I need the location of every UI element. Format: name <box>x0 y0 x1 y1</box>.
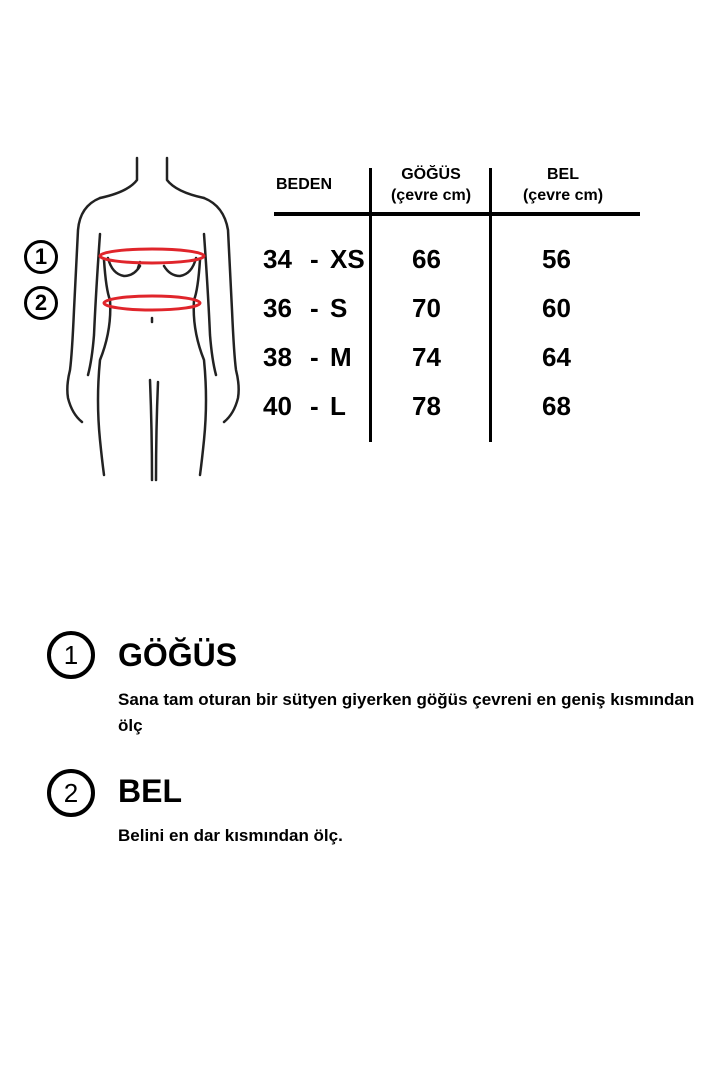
legend-text-waist: Belini en dar kısmından ölç. <box>118 826 343 845</box>
body-silhouette-icon <box>0 150 260 490</box>
waist-header-title: BEL <box>547 166 579 183</box>
waist-value: 68 <box>542 391 571 421</box>
size-separator: - <box>310 293 319 323</box>
waist-value: 64 <box>542 342 571 372</box>
legend-title-chest: GÖĞÜS <box>118 637 238 673</box>
marker-number: 2 <box>34 290 48 315</box>
size-letter: M <box>330 342 352 372</box>
size-letter: L <box>330 391 346 421</box>
size-letter: S <box>330 293 348 323</box>
waist-value: 60 <box>542 293 571 323</box>
chest-header <box>374 164 488 206</box>
chest-header-unit: (çevre cm) <box>390 187 472 204</box>
waist-measure-line <box>104 296 200 310</box>
column-divider <box>369 168 372 442</box>
waist-header <box>496 164 630 206</box>
size-number: 40 <box>263 391 292 421</box>
legend-number-badge <box>47 631 95 679</box>
waist-header-unit: (çevre cm) <box>522 187 604 204</box>
chest-value: 78 <box>412 391 441 421</box>
chest-value: 70 <box>412 293 441 323</box>
chest-value: 74 <box>412 342 441 372</box>
body-figure <box>0 150 260 490</box>
waist-value: 56 <box>542 244 571 274</box>
size-separator: - <box>310 391 319 421</box>
marker-number: 1 <box>34 244 48 269</box>
legend-number: 1 <box>63 639 79 670</box>
chest-value: 66 <box>412 244 441 274</box>
chest-marker <box>24 240 58 274</box>
size-header: BEDEN <box>276 176 333 193</box>
size-number: 36 <box>263 293 292 323</box>
column-divider <box>489 168 492 442</box>
legend-number-badge <box>47 769 95 817</box>
waist-marker <box>24 286 58 320</box>
size-number: 34 <box>263 244 292 274</box>
chest-measure-line <box>100 249 204 263</box>
legend-title-waist: BEL <box>118 773 182 809</box>
legend-text-chest: Sana tam oturan bir sütyen giyerken göğüs çevreni en geniş kısmından ölç <box>118 690 695 735</box>
size-separator: - <box>310 244 319 274</box>
size-number: 38 <box>263 342 292 372</box>
header-divider <box>274 212 640 216</box>
chest-header-title: GÖĞÜS <box>401 166 461 183</box>
size-separator: - <box>310 342 319 372</box>
legend-number: 2 <box>63 777 79 808</box>
size-letter: XS <box>330 244 365 274</box>
